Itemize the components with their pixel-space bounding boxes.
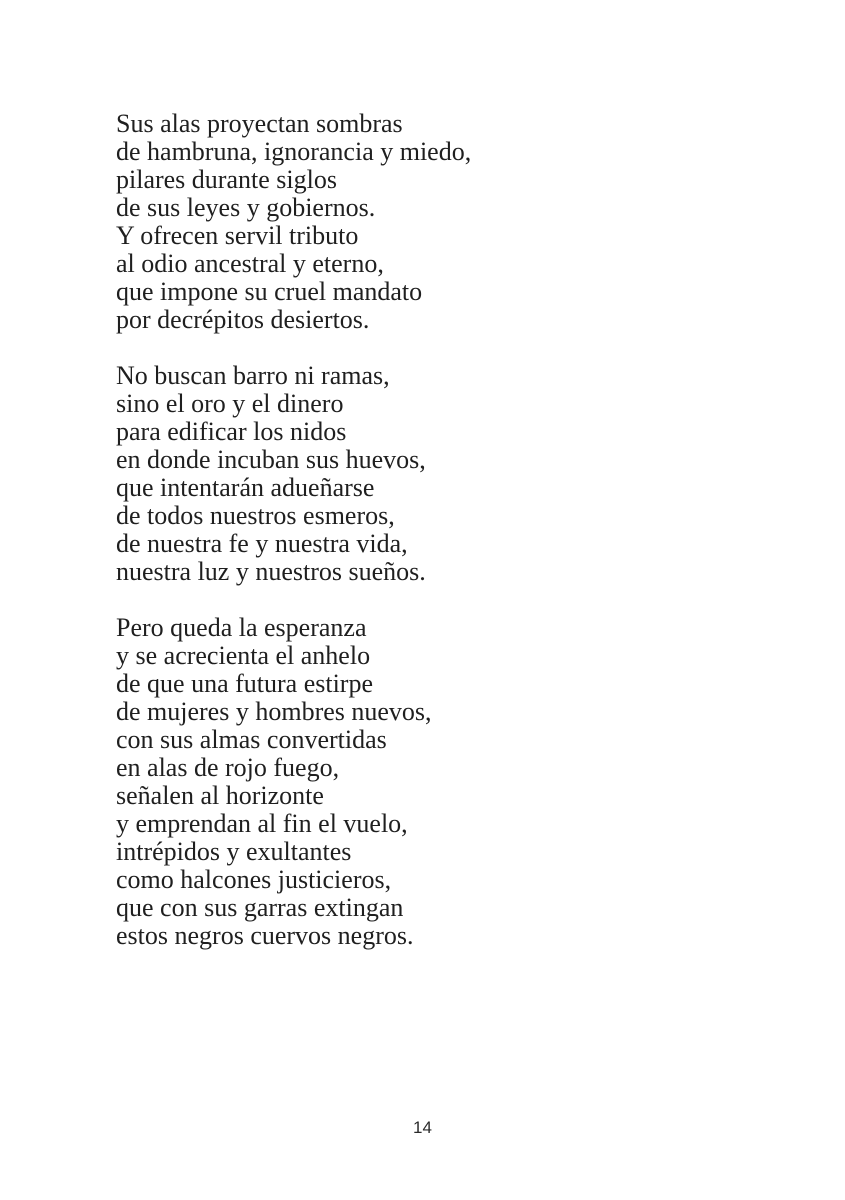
poem-line: sino el oro y el dinero [116, 389, 344, 418]
poem-line: Y ofrecen servil tributo [116, 221, 359, 250]
poem-stanza-2 [116, 362, 471, 586]
poem-line: y emprendan al fin el vuelo, [116, 809, 408, 838]
poem-line: pilares durante siglos [116, 165, 337, 194]
poem-line: para edificar los nidos [116, 417, 347, 446]
poem-line: con sus almas convertidas [116, 725, 387, 754]
poem-line: Sus alas proyectan sombras [116, 109, 403, 138]
poem-stanza-1 [116, 110, 471, 334]
poem-line: de todos nuestros esmeros, [116, 501, 395, 530]
poem-line: y se acrecienta el anhelo [116, 641, 371, 670]
poem-body [116, 110, 471, 950]
poem-line: intrépidos y exultantes [116, 837, 352, 866]
poem-line: en alas de rojo fuego, [116, 753, 340, 782]
poem-line: que impone su cruel mandato [116, 277, 423, 306]
poem-line: de que una futura estirpe [116, 669, 374, 698]
poem-line: nuestra luz y nuestros sueños. [116, 557, 426, 586]
poem-line: que intentarán adueñarse [116, 473, 375, 502]
poem-line: de hambruna, ignorancia y miedo, [116, 137, 472, 166]
poem-line: en donde incuban sus huevos, [116, 445, 426, 474]
page-number: 14 [413, 1118, 432, 1137]
poem-line: No buscan barro ni ramas, [116, 361, 390, 390]
poem-line: que con sus garras extingan [116, 893, 404, 922]
poem-line: estos negros cuervos negros. [116, 921, 414, 950]
poem-line: como halcones justicieros, [116, 865, 392, 894]
poem-stanza-3 [116, 614, 471, 950]
poem-line: señalen al horizonte [116, 781, 324, 810]
poem-line: por decrépitos desiertos. [116, 305, 370, 334]
poem-line: de sus leyes y gobiernos. [116, 193, 376, 222]
poem-line: de mujeres y hombres nuevos, [116, 697, 432, 726]
poem-line: Pero queda la esperanza [116, 613, 367, 642]
poem-line: de nuestra fe y nuestra vida, [116, 529, 408, 558]
poem-line: al odio ancestral y eterno, [116, 249, 384, 278]
